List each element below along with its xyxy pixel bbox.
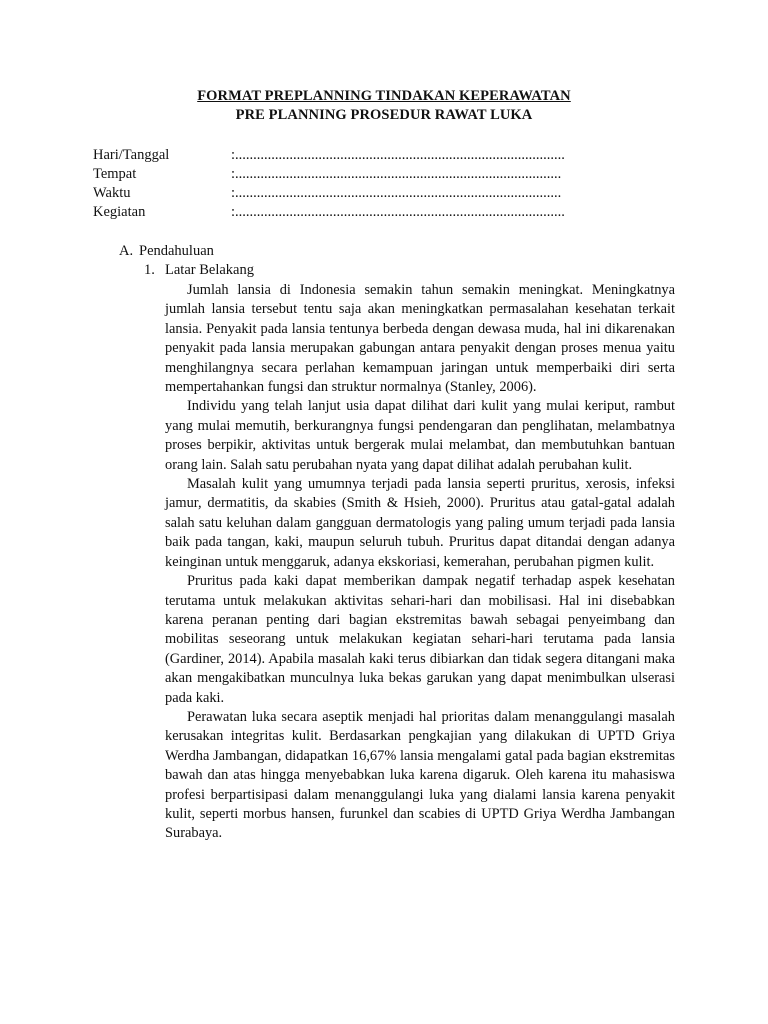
paragraph: Jumlah lansia di Indonesia semakin tahun semakin meningkat. Meningkatnya jumlah lansia tersebut tentu saja akan meningkatkan permasalahan kesehatan terkait lansia. Penyakit pada lansia tentunya berbeda dengan dewasa muda, hal ini dikarenakan penyakit pada lansia merupakan gabungan antara penyakit dengan proses menua yaitu menghilangnya secara perlahan kemampuan jaringan untuk memperbaiki diri serta mempertahankan fungsi dan struktur normalnya (Stanley, 2006).	[165, 282, 675, 396]
field-label: Kegiatan	[93, 204, 146, 220]
document-title: FORMAT PREPLANNING TINDAKAN KEPERAWATAN	[197, 88, 571, 104]
section-title: Pendahuluan	[139, 243, 214, 259]
field-value: :...........................................................................................	[231, 147, 565, 163]
paragraph: Perawatan luka secara aseptik menjadi hal prioritas dalam menanggulangi masalah kerusakan integritas kulit. Berdasarkan pengkajian yang dilakukan di UPTD Griya Werdha Jambangan, didapatkan 16,67% lansia mengalami gatal pada bagian ekstremitas bawah dan atas hingga menyebabkan luka karena digaruk. Oleh karena itu mahasiswa profesi berpartisipasi dalam menanggulangi luka yang dialami lansia karena penyakit kulit, seperti morbus hansen, furunkel dan scabies di UPTD Griya Werdha Jambangan Surabaya.	[165, 708, 675, 842]
document-subtitle: PRE PLANNING PROSEDUR RAWAT LUKA	[235, 107, 533, 123]
field-value: :...........................................................................................	[231, 204, 565, 220]
section-heading	[119, 243, 214, 260]
field-value: :..........................................................................................	[231, 185, 562, 201]
body-text	[165, 281, 675, 844]
subsection-heading	[144, 262, 254, 279]
field-label: Waktu	[93, 185, 131, 201]
subsection-marker: 1.	[144, 262, 155, 278]
field-value: :..........................................................................................	[231, 166, 562, 182]
paragraph: Individu yang telah lanjut usia dapat dilihat dari kulit yang mulai keriput, rambut yang mulai memutih, berkurangnya fungsi pendengaran dan penglihatan, melambatnya proses berpikir, aktivitas untuk bergerak mulai melambat, dan membutuhkan bantuan orang lain. Salah satu perubahan nyata yang dapat dilihat adalah perubahan kulit.	[165, 398, 675, 473]
field-label: Hari/Tanggal	[93, 147, 170, 163]
paragraph: Pruritus pada kaki dapat memberikan dampak negatif terhadap aspek kesehatan terutama untuk melakukan aktivitas sehari-hari dan mobilisasi. Hal ini disebabkan karena peranan penting dari bagian ekstremitas bawah sebagai penyeimbang dan mobilitas seseorang untuk melakukan kegiatan sehari-hari terutama pada lansia (Gardiner, 2014). Apabila masalah kaki terus dibiarkan dan tidak segera ditangani maka akan mengakibatkan munculnya luka bekas garukan yang dapat menimbulkan ulserasi pada kaki.	[165, 573, 675, 706]
paragraph: Masalah kulit yang umumnya terjadi pada lansia seperti pruritus, xerosis, infeksi jamur, dermatitis, da skabies (Smith & Hsieh, 2000). Pruritus atau gatal-gatal adalah salah satu keluhan dalam gangguan dermatologis yang paling umum terjadi pada lansia baik pada tangan, kaki, maupun seluruh tubuh. Pruritus dapat ditandai dengan adanya keinginan untuk menggaruk, adanya ekskoriasi, kemerahan, perubahan pigmen kulit.	[165, 476, 675, 570]
subsection-title: Latar Belakang	[165, 262, 254, 278]
section-marker: A.	[119, 243, 134, 259]
field-label: Tempat	[93, 166, 137, 182]
